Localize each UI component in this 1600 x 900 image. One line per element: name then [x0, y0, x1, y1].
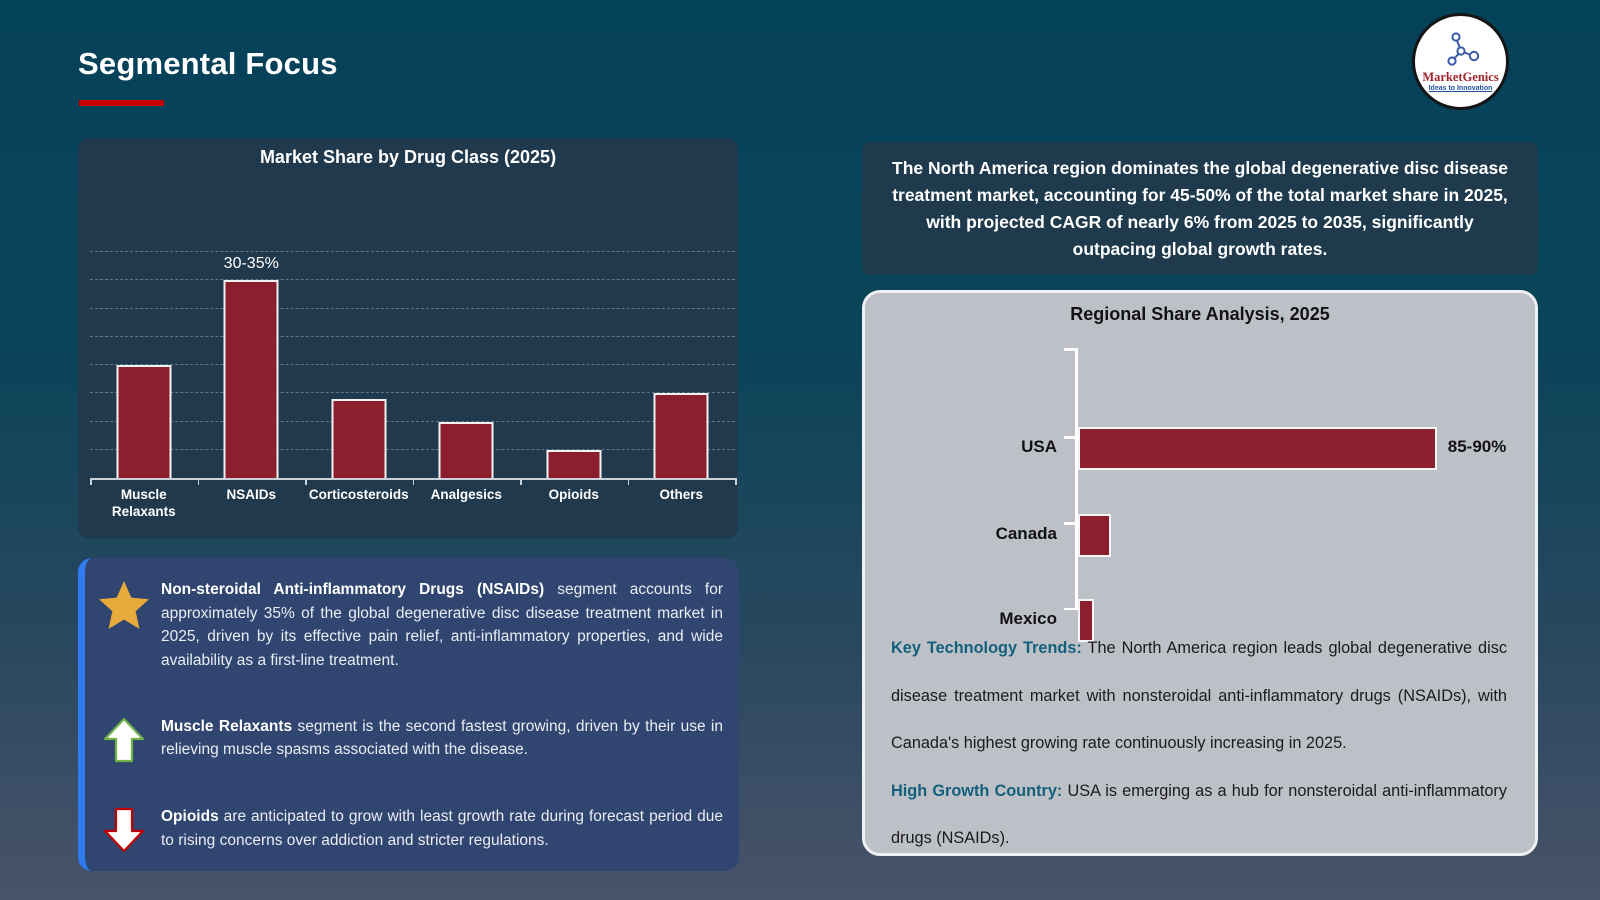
- gridline: [90, 336, 735, 337]
- insight-text: Opioids are anticipated to grow with least growth rate during forecast period due to rising concerns over addiction and stricter regulations.: [161, 808, 723, 849]
- axis-tick: [1064, 436, 1076, 439]
- bar-nsaids: [224, 280, 279, 478]
- page-title: Segmental Focus: [78, 46, 338, 81]
- axis-tick: [1064, 522, 1076, 525]
- axis-tick: [198, 478, 200, 485]
- bar-analgesics: [439, 422, 494, 479]
- drug-class-chart-plot: [90, 252, 735, 480]
- regional-share-panel: [862, 290, 1538, 856]
- gridline: [90, 392, 735, 393]
- gridline: [90, 251, 735, 252]
- up-arrow-icon: [95, 715, 153, 763]
- bar-corticosteroids: [331, 399, 386, 478]
- molecule-icon: [1442, 32, 1480, 71]
- north-america-headline-panel: [862, 142, 1538, 275]
- regional-chart-plot: [865, 348, 1535, 628]
- region-label-usa: USA: [1021, 437, 1057, 456]
- insight-nsaids: [95, 578, 723, 672]
- axis-tick: [628, 478, 630, 485]
- high-growth-country-paragraph: High Growth Country: USA is emerging as a hub for nonsteroidal anti-inflammatory drugs (NSAIDs).: [891, 781, 1507, 847]
- drug-class-chart-panel: [78, 138, 738, 538]
- key-technology-trends-paragraph: Key Technology Trends: The North America region leads global degenerative disc disease treatment market with nonsteroidal anti-inflammatory drugs (NSAIDs), with Canada's highest growing rate continuously increasing in 2025.: [891, 639, 1507, 752]
- drug-class-chart-title: Market Share by Drug Class (2025): [259, 147, 557, 167]
- region-label-mexico: Mexico: [999, 609, 1057, 628]
- gridline: [90, 308, 735, 309]
- gridline: [90, 279, 735, 280]
- axis-tick: [90, 478, 92, 485]
- category-label: Corticosteroids: [308, 487, 409, 502]
- bar-others: [654, 393, 709, 478]
- bar-usa: [1078, 427, 1437, 470]
- marketgenics-logo: [1412, 13, 1509, 110]
- category-label: Opioids: [548, 487, 599, 502]
- region-label-canada: Canada: [995, 524, 1057, 543]
- north-america-headline-text: The North America region dominates the global degenerative disc disease treatment market, accounting for 45-50% of the total market share in 2025, with projected CAGR of nearly 6% from 2025 to 2035, significantly outpacing global growth rates.: [892, 157, 1508, 259]
- insight-text: Muscle Relaxants segment is the second fastest growing, driven by their use in relieving muscle spasms associated with the disease.: [161, 717, 723, 758]
- star-icon: [95, 578, 153, 630]
- bar-muscle-relaxants: [116, 365, 171, 478]
- axis-tick: [413, 478, 415, 485]
- logo-brand-text: MarketGenics: [1422, 69, 1499, 84]
- insight-opioids: [95, 805, 723, 853]
- category-label: Analgesics: [430, 487, 502, 502]
- insight-text: Non-steroidal Anti-inflammatory Drugs (NSAIDs) segment accounts for approximately 35% of the global degenerative disc disease treatment market in 2025, driven by its effective pain relief, anti-inflammatory properties, and wide availability as a first-line treatment.: [161, 581, 723, 669]
- axis-tick: [1064, 608, 1076, 611]
- bar-data-label: 85-90%: [1447, 437, 1507, 456]
- regional-chart-title: Regional Share Analysis, 2025: [1070, 304, 1330, 324]
- gridline: [90, 364, 735, 365]
- insight-muscle-relaxants: [95, 715, 723, 763]
- gridline: [90, 421, 735, 422]
- axis-tick: [305, 478, 307, 485]
- logo-tagline-text: Ideas to Innovation: [1428, 84, 1493, 92]
- gridline: [90, 449, 735, 450]
- bar-canada: [1078, 514, 1111, 557]
- axis-tick: [1064, 348, 1076, 351]
- down-arrow-icon: [95, 805, 153, 853]
- category-label: Muscle Relaxants: [111, 487, 176, 519]
- bar-opioids: [546, 450, 601, 478]
- category-label: Others: [659, 487, 703, 502]
- title-underline: [79, 100, 164, 106]
- drug-class-chart-categories: [90, 486, 735, 520]
- bar-data-label: 30-35%: [223, 255, 279, 273]
- axis-tick: [520, 478, 522, 485]
- axis-tick: [735, 478, 737, 485]
- segment-insights-panel: [78, 558, 739, 871]
- regional-trends-block: [891, 625, 1507, 863]
- regional-chart-axis: [1075, 348, 1078, 610]
- category-label: NSAIDs: [226, 487, 276, 502]
